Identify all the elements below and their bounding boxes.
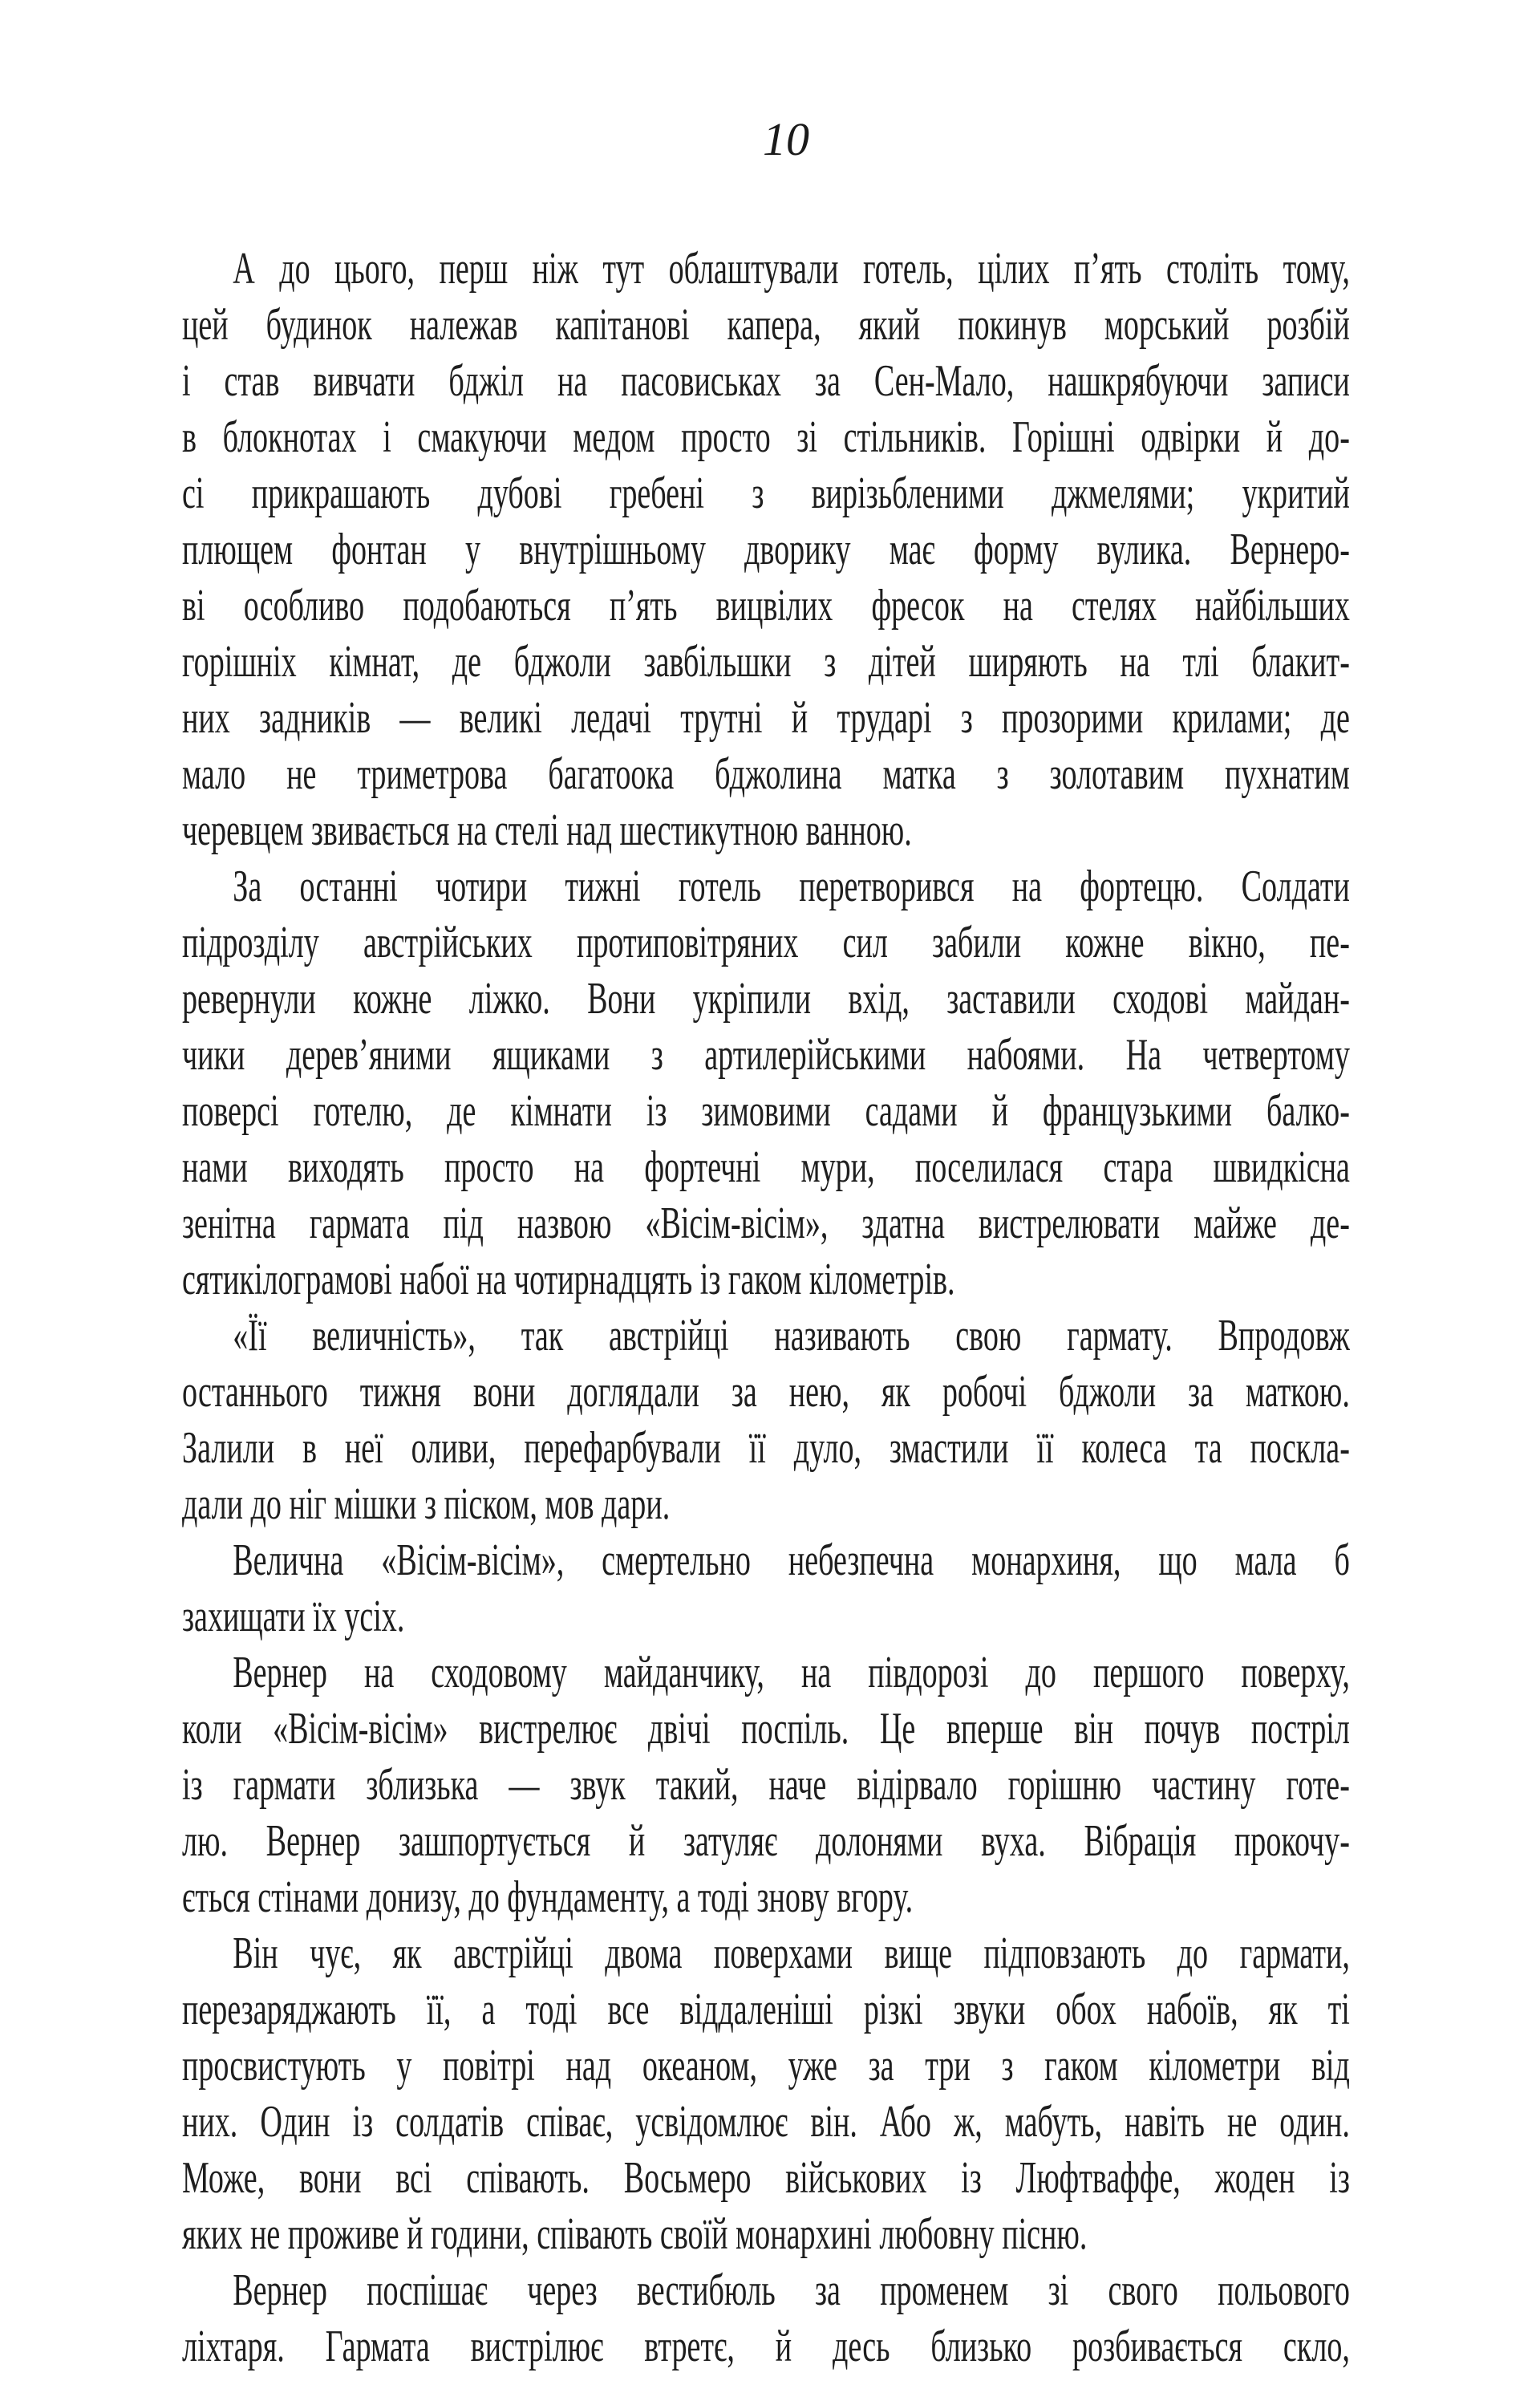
text-line: підрозділу австрійських протиповітряних сил забили кожне вікно, пе-: [182, 918, 1350, 967]
text-line: За останні чотири тижні готель перетворився на фортецю. Солдати: [233, 862, 1350, 911]
text-line: ліхтаря. Гармата вистрілює втретє, й десь близько розбивається скло,: [182, 2322, 1350, 2371]
text-line: А до цього, перш ніж тут облаштували готель, цілих п’ять століть тому,: [233, 244, 1350, 294]
text-line: горішніх кімнат, де бджоли завбільшки з дітей ширяють на тлі блакит-: [182, 637, 1350, 687]
text-line: плющем фонтан у внутрішньому дворику має форму вулика. Вернеро-: [182, 525, 1350, 574]
text-line: просвистують у повітрі над океаном, уже за три з гаком кілометри від: [182, 2041, 1350, 2091]
text-line: черевцем звивається на стелі над шестикутною ванною.: [182, 805, 912, 855]
paragraph: [182, 858, 1350, 1308]
text-line: Велична «Вісім-вісім», смертельно небезпечна монархиня, що мала б: [233, 1535, 1350, 1585]
paragraph: [182, 1308, 1350, 1532]
text-line: ві особливо подобаються п’ять вицвілих фресок на стелях найбільших: [182, 581, 1350, 631]
text-line: них. Один із солдатів співає, усвідомлює він. Або ж, мабуть, навіть не один.: [182, 2097, 1350, 2147]
text-line: ється стінами донизу, до фундаменту, а тоді знову вгору.: [182, 1872, 914, 1922]
text-line: дали до ніг мішки з піском, мов дари.: [182, 1479, 671, 1529]
paragraph: [182, 1532, 1350, 1645]
body-text: [182, 241, 1350, 2375]
text-line: поверсі готелю, де кімнати із зимовими садами й французькими балко-: [182, 1086, 1350, 1136]
page-number: 10: [763, 113, 809, 165]
text-line: сі прикрашають дубові гребені з вирізьбленими джмелями; укритий: [182, 468, 1350, 518]
text-line: Залили в неї оливи, перефарбували її дуло, змастили її колеса та поскла-: [182, 1423, 1350, 1473]
paragraph: [182, 1645, 1350, 1925]
text-line: зенітна гармата під назвою «Вісім-вісім», здатна вистрелювати майже де-: [182, 1198, 1350, 1248]
text-line: коли «Вісім-вісім» вистрелює двічі поспіль. Це вперше він почув постріл: [182, 1704, 1350, 1754]
text-line: Вернер поспішає через вестибюль за променем зі свого польового: [233, 2265, 1350, 2315]
text-line: них задників — великі ледачі трутні й трударі з прозорими крилами; де: [182, 693, 1350, 743]
paragraph: [182, 1925, 1350, 2262]
text-line: цей будинок належав капітанові капера, який покинув морський розбій: [182, 300, 1350, 350]
text-line: із гармати зблизька — звук такий, наче відірвало горішню частину готе-: [182, 1760, 1350, 1810]
text-line: останнього тижня вони доглядали за нею, як робочі бджоли за маткою.: [182, 1367, 1350, 1417]
text-line: перезаряджають її, а тоді все віддаленіші різкі звуки обох набоїв, як ті: [182, 1985, 1350, 2034]
text-line: Вернер на сходовому майданчику, на півдорозі до першого поверху,: [233, 1648, 1350, 1697]
text-line: яких не проживе й години, співають своїй монархині любовну пісню.: [182, 2209, 1088, 2259]
paragraph: [182, 2262, 1350, 2375]
text-line: «Її величність», так австрійці називають свою гармату. Впродовж: [233, 1311, 1350, 1361]
text-line: Може, вони всі співають. Восьмеро військових із Люфтваффе, жоден із: [182, 2153, 1350, 2203]
text-line: Він чує, як австрійці двома поверхами вище підповзають до гармати,: [233, 1928, 1350, 1978]
paragraph: [182, 241, 1350, 858]
text-line: ревернули кожне ліжко. Вони укріпили вхід, заставили сходові майдан-: [182, 974, 1350, 1024]
text-line: в блокнотах і смакуючи медом просто зі стільників. Горішні одвірки й до-: [182, 412, 1350, 462]
text-line: нами виходять просто на фортечні мури, поселилася стара швидкісна: [182, 1142, 1350, 1192]
text-line: і став вивчати бджіл на пасовиськах за Сен-Мало, нашкрябуючи записи: [182, 356, 1350, 406]
text-line: лю. Вернер зашпортується й затуляє долонями вуха. Вібрація прокочу-: [182, 1816, 1350, 1866]
text-line: чики дерев’яними ящиками з артилерійськими набоями. На четвертому: [182, 1030, 1350, 1080]
text-line: мало не триметрова багатоока бджолина матка з золотавим пухнатим: [182, 749, 1350, 799]
text-line: захищати їх усіх.: [182, 1592, 405, 1641]
text-line: сятикілограмові набої на чотирнадцять із гаком кілометрів.: [182, 1255, 955, 1304]
